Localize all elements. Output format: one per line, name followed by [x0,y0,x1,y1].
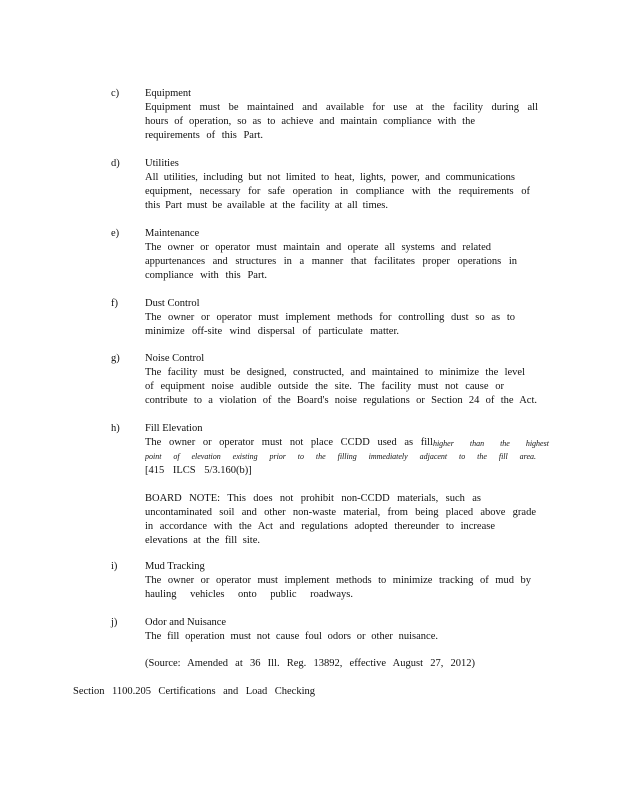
board-note-line: in accordance with the Act and regulations adopted thereunder to increase [145,521,495,532]
item-label: i) [111,561,118,572]
item-text-line: compliance with this Part. [145,270,267,281]
item-title: Dust Control [145,298,200,309]
item-body [145,616,438,644]
item-title: Noise Control [145,353,205,364]
item-text-line: contribute to a violation of the Board's noise regulations or Section 24 of the Act. [145,395,537,406]
board-note-line: uncontaminated soil and other non-waste material, from being placed above grade [145,507,536,518]
item-text-line: minimize off-site wind dispersal of particulate matter. [145,326,399,337]
item-label: f) [111,298,118,309]
item-text-line [145,436,549,450]
item-label: c) [111,88,120,99]
item-text-line: of equipment noise audible outside the site. The facility must not cause or [145,381,504,392]
item-label: d) [111,158,120,169]
board-note-line: BOARD NOTE: This does not prohibit non-CCDD materials, such as [145,493,481,504]
item-label: h) [111,423,120,434]
statutory-quote: point of elevation existing prior to the filling immediately adjacent to the fill area. [145,452,536,461]
item-title: Equipment [145,88,192,99]
section-heading: Section 1100.205 Certifications and Load Checking [73,686,315,697]
item-label: g) [111,353,120,364]
item-text-line: requirements of this Part. [145,130,263,141]
item-text-line: All utilities, including but not limited to heat, lights, power, and communications [145,172,515,183]
item-body [145,157,530,213]
item-body [145,352,537,408]
statutory-quote: higher than the highest [432,439,549,448]
statutory-citation: [415 ILCS 5/3.160(b)] [145,465,252,476]
item-text-line: appurtenances and structures in a manner that facilitates proper operations in [145,256,517,267]
item-text-line: The owner or operator must implement methods for controlling dust so as to [145,312,515,323]
item-body [145,227,517,283]
source-note: (Source: Amended at 36 Ill. Reg. 13892, effective August 27, 2012) [145,658,475,669]
item-text-line: The fill operation must not cause foul odors or other nuisance. [145,631,438,642]
item-text-line: hours of operation, so as to achieve and maintain compliance with the [145,116,475,127]
item-title: Mud Tracking [145,561,205,572]
item-text-line: The owner or operator must implement methods to minimize tracking of mud by [145,575,531,586]
item-text-line: equipment, necessary for safe operation in compliance with the requirements of [145,186,530,197]
item-label: e) [111,228,120,239]
fill-elevation-text: The owner or operator must not place CCDD used as fill [145,437,433,448]
item-text-line: Equipment must be maintained and available for use at the facility during all [145,102,538,113]
item-body [145,560,531,602]
item-text-line: The facility must be designed, constructed, and maintained to minimize the level [145,367,525,378]
spacer [145,478,536,492]
item-text-line: The owner or operator must maintain and operate all systems and related [145,242,491,253]
item-text-line: hauling vehicles onto public roadways. [145,589,353,600]
item-text-line: this Part must be available at the facility at all times. [145,200,388,211]
item-title: Maintenance [145,228,200,239]
item-title: Odor and Nuisance [145,617,227,628]
item-title: Fill Elevation [145,423,203,434]
item-body [145,422,549,548]
item-body [145,87,538,143]
board-note-line: elevations at the fill site. [145,535,260,546]
item-label: j) [111,617,118,628]
item-body [145,297,515,339]
item-title: Utilities [145,158,179,169]
